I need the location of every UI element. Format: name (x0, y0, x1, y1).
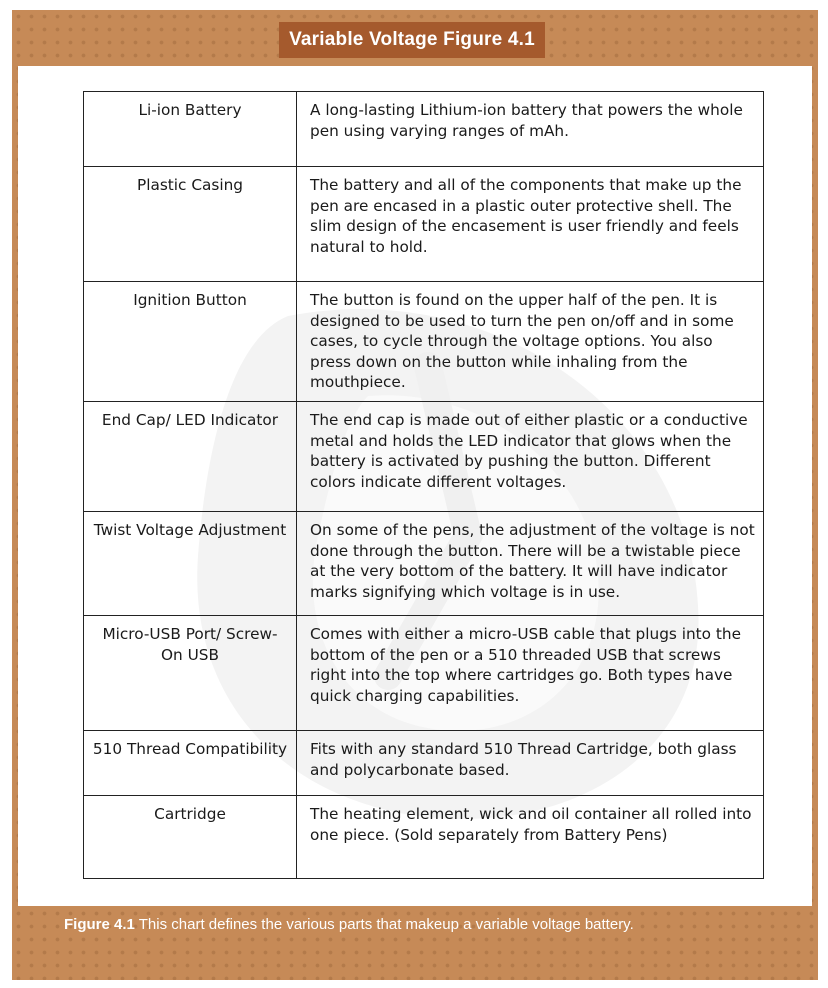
table-row (84, 796, 764, 879)
table-row (84, 512, 764, 616)
figure-title-bar (279, 22, 545, 58)
part-description: On some of the pens, the adjustment of the voltage is not done through the button. There will be a twistable piece at the very bottom of the battery. It will have indicator marks signifying which voltage is in use. (297, 512, 764, 616)
table-row (84, 402, 764, 512)
part-name: Plastic Casing (84, 167, 297, 282)
table-row (84, 92, 764, 167)
part-name: 510 Thread Compatibility (84, 731, 297, 796)
table-row (84, 167, 764, 282)
part-description: The end cap is made out of either plastic or a conductive metal and holds the LED indicator that glows when the battery is activated by pushing the button. Different colors indicate different voltages. (297, 402, 764, 512)
table-row (84, 731, 764, 796)
part-description: The heating element, wick and oil container all rolled into one piece. (Sold separately from Battery Pens) (297, 796, 764, 879)
part-name: Cartridge (84, 796, 297, 879)
part-name: Micro-USB Port/ Screw-On USB (84, 616, 297, 731)
part-name: End Cap/ LED Indicator (84, 402, 297, 512)
caption-label: Figure 4.1 (64, 916, 135, 933)
part-description: Comes with either a micro-USB cable that plugs into the bottom of the pen or a 510 threaded USB that screws right into the top where cartridges go. Both types have quick charging capabilities. (297, 616, 764, 731)
part-description: A long-lasting Lithium-ion battery that powers the whole pen using varying ranges of mAh. (297, 92, 764, 167)
part-description: Fits with any standard 510 Thread Cartridge, both glass and polycarbonate based. (297, 731, 764, 796)
part-name: Twist Voltage Adjustment (84, 512, 297, 616)
parts-table (83, 91, 764, 879)
table-row (84, 282, 764, 402)
figure-frame (12, 10, 818, 980)
figure-title: Variable Voltage Figure 4.1 (289, 29, 535, 50)
part-name: Ignition Button (84, 282, 297, 402)
part-description: The button is found on the upper half of the pen. It is designed to be used to turn the pen on/off and in some cases, to cycle through the voltage options. You also press down on the button while inhaling from the mouthpiece. (297, 282, 764, 402)
part-description: The battery and all of the components that make up the pen are encased in a plastic outer protective shell. The slim design of the encasement is user friendly and feels natural to hold. (297, 167, 764, 282)
part-name: Li-ion Battery (84, 92, 297, 167)
content-panel (18, 66, 812, 906)
figure-caption (64, 916, 784, 933)
table-row (84, 616, 764, 731)
caption-text: This chart defines the various parts that makeup a variable voltage battery. (134, 916, 634, 933)
